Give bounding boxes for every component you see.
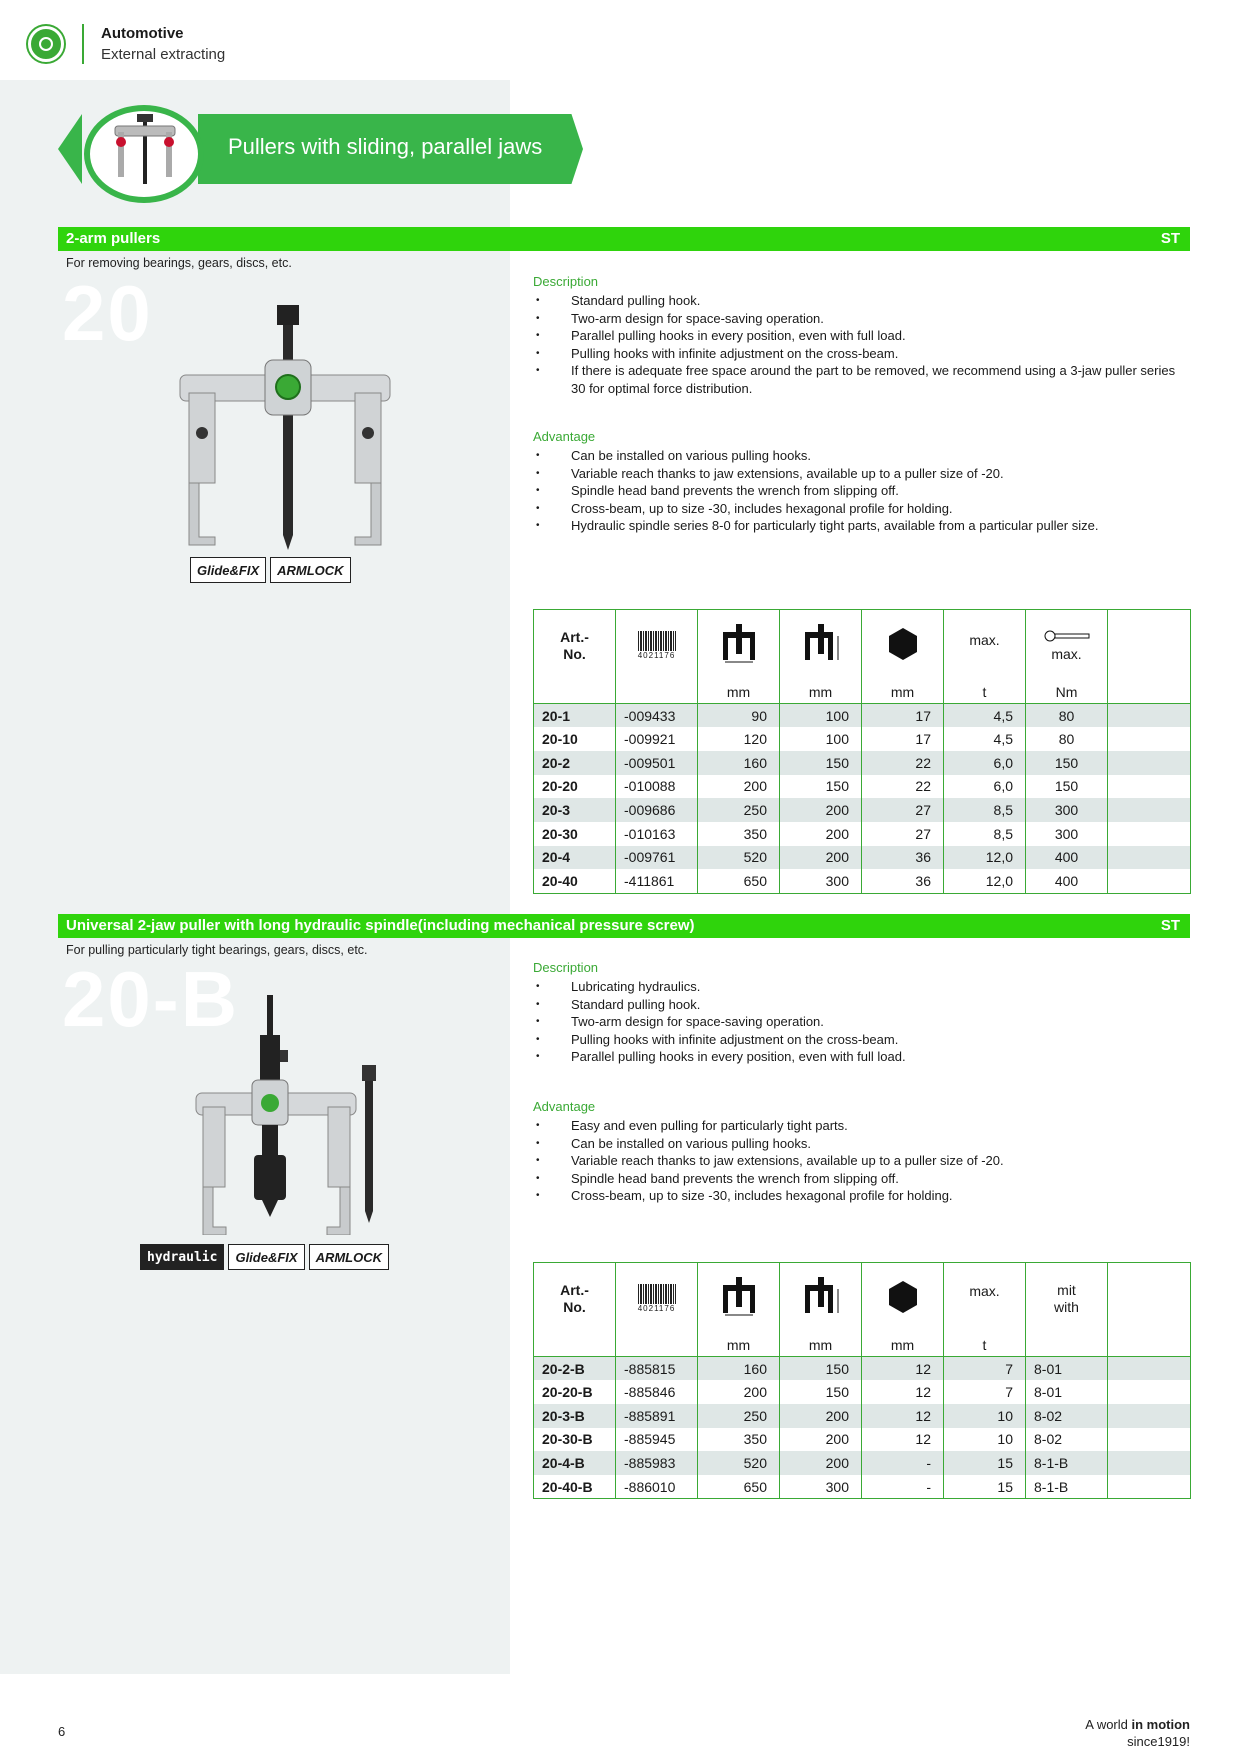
table-cell xyxy=(1108,1404,1191,1428)
hydraulic-badge: hydraulic xyxy=(140,1244,224,1270)
barcode-header xyxy=(616,1263,698,1335)
table-cell xyxy=(1108,846,1191,870)
table-cell: 160 xyxy=(698,751,780,775)
advantage-item: • Variable reach thanks to jaw extensions, available up to a puller size of -20. xyxy=(533,465,1193,483)
glide-fix-badge: Glide&FIX xyxy=(190,557,266,583)
table-cell: 8,5 xyxy=(944,798,1026,822)
art-no-label: Art.- No. xyxy=(560,1281,589,1315)
table-cell xyxy=(1108,751,1191,775)
description-item: • Parallel pulling hooks in every position, even with full load. xyxy=(533,327,1193,345)
jaw-depth-icon xyxy=(801,1277,841,1317)
empty-header xyxy=(1108,1263,1191,1335)
table-row xyxy=(534,798,1191,822)
description-item: • Pulling hooks with infinite adjustment on the cross-beam. xyxy=(533,345,1193,363)
torque-wrench-icon xyxy=(1044,629,1090,643)
description-item: • Lubricating hydraulics. xyxy=(533,978,1193,996)
advantage-item: • Hydraulic spindle series 8-0 for particularly tight parts, available from a particular puller size. xyxy=(533,517,1193,535)
torque-header xyxy=(1026,610,1108,682)
table-cell: 200 xyxy=(780,846,862,870)
section-2-code: ST xyxy=(1160,917,1180,934)
table-cell: 6,0 xyxy=(944,775,1026,799)
table-cell: 8-01 xyxy=(1026,1380,1108,1404)
table-cell: - xyxy=(862,1475,944,1499)
table-cell: 150 xyxy=(780,751,862,775)
armlock-badge: ARMLOCK xyxy=(270,557,350,583)
section-1-series-number: 20 xyxy=(62,269,153,357)
table-cell: 520 xyxy=(698,1451,780,1475)
art-no-label: Art.- No. xyxy=(560,628,589,662)
table-row xyxy=(534,822,1191,846)
table-cell: 200 xyxy=(780,1428,862,1452)
max-force-header: max. xyxy=(944,1263,1026,1335)
jaw-span-icon xyxy=(719,1277,759,1317)
section-1-description xyxy=(533,274,1193,397)
section-1-spec-table xyxy=(533,609,1191,894)
unit-cell: mm xyxy=(698,682,780,704)
table-cell: 520 xyxy=(698,846,780,870)
description-item: • Standard pulling hook. xyxy=(533,292,1193,310)
table-cell xyxy=(1108,869,1191,893)
table-cell: 80 xyxy=(1026,704,1108,728)
tagline-prefix: A world xyxy=(1085,1717,1132,1732)
section-1-subtitle: For removing bearings, gears, discs, etc. xyxy=(66,256,292,270)
table-row xyxy=(534,751,1191,775)
table-cell: 8-1-B xyxy=(1026,1475,1108,1499)
empty-header xyxy=(1108,610,1191,682)
section-2-advantage xyxy=(533,1099,1193,1205)
table-cell: 20-4-B xyxy=(534,1451,616,1475)
advantage-item: • Can be installed on various pulling hooks. xyxy=(533,1135,1193,1153)
footer-tagline xyxy=(1085,1716,1190,1750)
section-2-technology-badges xyxy=(140,1244,389,1270)
table-cell: 200 xyxy=(780,1404,862,1428)
table-cell: 350 xyxy=(698,1428,780,1452)
table-cell: 12 xyxy=(862,1380,944,1404)
table-cell: 4,5 xyxy=(944,704,1026,728)
table-cell xyxy=(1108,1475,1191,1499)
section-1-title: 2-arm pullers xyxy=(66,230,161,247)
description-item: • Parallel pulling hooks in every position, even with full load. xyxy=(533,1048,1193,1066)
table-cell: 12,0 xyxy=(944,869,1026,893)
table-cell xyxy=(1108,1357,1191,1381)
art-no-header xyxy=(534,1263,616,1335)
advantage-item: • Cross-beam, up to size -30, includes hexagonal profile for holding. xyxy=(533,1187,1193,1205)
section-2-spec-table xyxy=(533,1262,1191,1499)
table-cell: 650 xyxy=(698,869,780,893)
table-cell: -009501 xyxy=(616,751,698,775)
table-cell: 10 xyxy=(944,1428,1026,1452)
table-row xyxy=(534,1357,1191,1381)
jaw-depth-icon xyxy=(801,624,841,664)
table-cell: 150 xyxy=(780,1380,862,1404)
table-row xyxy=(534,1451,1191,1475)
table-cell: 6,0 xyxy=(944,751,1026,775)
brand-logo-icon xyxy=(28,26,64,62)
table-cell: 4,5 xyxy=(944,727,1026,751)
table-cell: -009686 xyxy=(616,798,698,822)
table-cell: -885815 xyxy=(616,1357,698,1381)
advantage-item: • Spindle head band prevents the wrench from slipping off. xyxy=(533,1170,1193,1188)
barcode-header xyxy=(616,610,698,682)
table-cell xyxy=(1108,727,1191,751)
unit-cell: mm xyxy=(698,1335,780,1357)
table-cell: 36 xyxy=(862,846,944,870)
table-cell: 200 xyxy=(698,1380,780,1404)
table-cell xyxy=(1108,775,1191,799)
table-cell: 8-01 xyxy=(1026,1357,1108,1381)
header-subcategory: External extracting xyxy=(101,46,226,63)
advantage-item: • Can be installed on various pulling hooks. xyxy=(533,447,1193,465)
barcode-number: 4021176 xyxy=(637,651,676,661)
table-cell: -010088 xyxy=(616,775,698,799)
section-2-bar xyxy=(58,914,1190,938)
advantage-item: • Spindle head band prevents the wrench from slipping off. xyxy=(533,482,1193,500)
unit-cell: t xyxy=(944,1335,1026,1357)
table-cell xyxy=(1108,798,1191,822)
table-cell: 12 xyxy=(862,1428,944,1452)
table-cell: 20-20 xyxy=(534,775,616,799)
unit-cell xyxy=(1108,682,1191,704)
table-cell: 27 xyxy=(862,798,944,822)
table-cell xyxy=(1108,704,1191,728)
table-cell: 20-10 xyxy=(534,727,616,751)
table-cell: 300 xyxy=(780,869,862,893)
description-item: • Two-arm design for space-saving operation. xyxy=(533,1013,1193,1031)
table-cell: -010163 xyxy=(616,822,698,846)
table-cell: 350 xyxy=(698,822,780,846)
table-row xyxy=(534,1380,1191,1404)
section-2-description xyxy=(533,960,1193,1066)
table-cell: 22 xyxy=(862,775,944,799)
table-cell: 7 xyxy=(944,1380,1026,1404)
table-cell: -885983 xyxy=(616,1451,698,1475)
unit-cell: mm xyxy=(862,682,944,704)
barcode-icon xyxy=(638,1284,676,1304)
table-cell: 22 xyxy=(862,751,944,775)
armlock-badge: ARMLOCK xyxy=(309,1244,389,1270)
depth-header xyxy=(780,1263,862,1335)
unit-cell xyxy=(1108,1335,1191,1357)
advantage-item: • Cross-beam, up to size -30, includes hexagonal profile for holding. xyxy=(533,500,1193,518)
section-1-technology-badges xyxy=(190,557,351,583)
table-cell: -009921 xyxy=(616,727,698,751)
unit-cell xyxy=(534,682,616,704)
section-1-table-body xyxy=(534,704,1191,894)
hexagon-icon xyxy=(888,1280,918,1314)
table-row xyxy=(534,869,1191,893)
table-cell: 200 xyxy=(780,1451,862,1475)
table-cell: 27 xyxy=(862,822,944,846)
description-item: • Standard pulling hook. xyxy=(533,996,1193,1014)
unit-cell: t xyxy=(944,682,1026,704)
advantage-heading: Advantage xyxy=(533,1099,596,1114)
table-cell: 100 xyxy=(780,727,862,751)
table-cell: 250 xyxy=(698,1404,780,1428)
table-cell: 150 xyxy=(780,775,862,799)
puller-20-product-image xyxy=(175,305,395,555)
table-cell: 20-2 xyxy=(534,751,616,775)
puller-20-b-product-image xyxy=(188,995,428,1235)
banner-title: Pullers with sliding, parallel jaws xyxy=(228,134,543,159)
advantage-item: • Variable reach thanks to jaw extensions, available up to a puller size of -20. xyxy=(533,1152,1193,1170)
hex-header xyxy=(862,1263,944,1335)
table-row xyxy=(534,704,1191,728)
description-item: • If there is adequate free space around the part to be removed, we recommend using a 3-jaw puller series 30 for optimal force distribution. xyxy=(533,362,1193,397)
table-cell: 20-30 xyxy=(534,822,616,846)
table-cell: 7 xyxy=(944,1357,1026,1381)
unit-cell: mm xyxy=(780,1335,862,1357)
table-cell: 8-02 xyxy=(1026,1428,1108,1452)
table-cell: 650 xyxy=(698,1475,780,1499)
section-1-code: ST xyxy=(1160,230,1180,247)
table-cell: 12 xyxy=(862,1404,944,1428)
table-cell: 8-02 xyxy=(1026,1404,1108,1428)
table-cell: 36 xyxy=(862,869,944,893)
table-cell: 17 xyxy=(862,727,944,751)
table-cell: -009761 xyxy=(616,846,698,870)
table-cell: 8-1-B xyxy=(1026,1451,1108,1475)
table-cell: 150 xyxy=(1026,751,1108,775)
header-category: Automotive xyxy=(101,25,184,42)
puller-thumbnail-icon xyxy=(110,114,180,189)
description-item: • Two-arm design for space-saving operation. xyxy=(533,310,1193,328)
table-cell: 10 xyxy=(944,1404,1026,1428)
table-cell: 200 xyxy=(780,798,862,822)
table-cell: 12 xyxy=(862,1357,944,1381)
table-cell: 17 xyxy=(862,704,944,728)
table-cell: -885945 xyxy=(616,1428,698,1452)
description-heading: Description xyxy=(533,274,599,289)
description-heading: Description xyxy=(533,960,599,975)
table-cell: 200 xyxy=(698,775,780,799)
glide-fix-badge: Glide&FIX xyxy=(228,1244,304,1270)
table-cell xyxy=(1108,1451,1191,1475)
with-header: mit with xyxy=(1026,1263,1108,1335)
table-cell: -411861 xyxy=(616,869,698,893)
table-row xyxy=(534,1404,1191,1428)
advantage-item: • Easy and even pulling for particularly tight parts. xyxy=(533,1117,1193,1135)
unit-cell xyxy=(534,1335,616,1357)
advantage-heading: Advantage xyxy=(533,429,596,444)
table-cell: 20-2-B xyxy=(534,1357,616,1381)
section-1-advantage xyxy=(533,429,1193,535)
table-cell: 150 xyxy=(1026,775,1108,799)
section-1-bar xyxy=(58,227,1190,251)
table-cell: 300 xyxy=(1026,822,1108,846)
table-cell xyxy=(1108,1380,1191,1404)
unit-cell: mm xyxy=(862,1335,944,1357)
table-cell: 20-3-B xyxy=(534,1404,616,1428)
table-cell: 20-3 xyxy=(534,798,616,822)
unit-cell xyxy=(1026,1335,1108,1357)
table-row xyxy=(534,1428,1191,1452)
unit-cell: mm xyxy=(780,682,862,704)
table-cell: 15 xyxy=(944,1475,1026,1499)
section-2-title: Universal 2-jaw puller with long hydraulic spindle(including mechanical pressure screw) xyxy=(66,917,695,934)
reach-header xyxy=(698,1263,780,1335)
table-cell: 120 xyxy=(698,727,780,751)
table-cell: 8,5 xyxy=(944,822,1026,846)
table-row xyxy=(534,1475,1191,1499)
reach-header xyxy=(698,610,780,682)
section-2-subtitle: For pulling particularly tight bearings, gears, discs, etc. xyxy=(66,943,368,957)
description-item: • Pulling hooks with infinite adjustment on the cross-beam. xyxy=(533,1031,1193,1049)
table-cell: 200 xyxy=(780,822,862,846)
table-cell: -885891 xyxy=(616,1404,698,1428)
table-cell: -009433 xyxy=(616,704,698,728)
barcode-icon xyxy=(638,631,676,651)
depth-header xyxy=(780,610,862,682)
table-cell: 400 xyxy=(1026,846,1108,870)
art-no-header xyxy=(534,610,616,682)
jaw-span-icon xyxy=(719,624,759,664)
table-row xyxy=(534,775,1191,799)
page-number: 6 xyxy=(58,1724,66,1739)
table-cell xyxy=(1108,822,1191,846)
table-cell: - xyxy=(862,1451,944,1475)
barcode-number: 4021176 xyxy=(637,1304,676,1314)
table-cell: 20-40-B xyxy=(534,1475,616,1499)
table-cell: -885846 xyxy=(616,1380,698,1404)
table-cell: -886010 xyxy=(616,1475,698,1499)
max-force-header: max. xyxy=(944,610,1026,682)
table-cell: 12,0 xyxy=(944,846,1026,870)
table-cell: 80 xyxy=(1026,727,1108,751)
header-divider xyxy=(82,24,84,64)
hex-header xyxy=(862,610,944,682)
unit-cell xyxy=(616,1335,698,1357)
table-cell: 20-4 xyxy=(534,846,616,870)
table-cell: 160 xyxy=(698,1357,780,1381)
unit-cell: Nm xyxy=(1026,682,1108,704)
unit-cell xyxy=(616,682,698,704)
max-torque-label: max. xyxy=(1051,646,1082,663)
table-cell: 100 xyxy=(780,704,862,728)
table-cell: 15 xyxy=(944,1451,1026,1475)
section-2-table-body xyxy=(534,1357,1191,1499)
table-cell: 300 xyxy=(1026,798,1108,822)
table-cell: 20-20-B xyxy=(534,1380,616,1404)
tagline-bold: in motion xyxy=(1131,1717,1190,1732)
table-cell xyxy=(1108,1428,1191,1452)
table-cell: 20-1 xyxy=(534,704,616,728)
table-row xyxy=(534,727,1191,751)
table-cell: 90 xyxy=(698,704,780,728)
section-2-series-number: 20-B xyxy=(62,955,240,1043)
table-cell: 20-40 xyxy=(534,869,616,893)
table-cell: 400 xyxy=(1026,869,1108,893)
table-cell: 20-30-B xyxy=(534,1428,616,1452)
table-cell: 150 xyxy=(780,1357,862,1381)
table-row xyxy=(534,846,1191,870)
tagline-since: since1919! xyxy=(1127,1734,1190,1749)
table-cell: 300 xyxy=(780,1475,862,1499)
hexagon-icon xyxy=(888,627,918,661)
table-cell: 250 xyxy=(698,798,780,822)
